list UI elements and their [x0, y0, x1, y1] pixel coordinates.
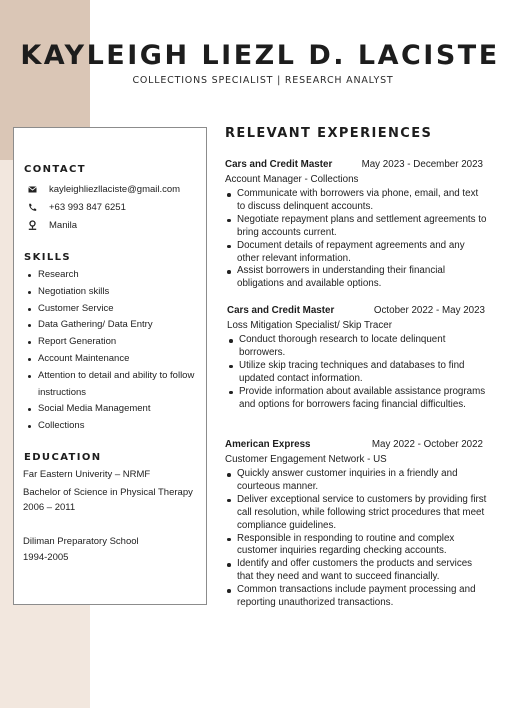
job-bullet-list: [225, 468, 487, 610]
job-dates: October 2022 - May 2023: [373, 305, 485, 316]
job-bullet: Deliver exceptional service to customers by providing first call resolution, while following strict procedures that meet compliance guidelines.: [225, 494, 487, 533]
job-role: Loss Mitigation Specialist/ Skip Tracer: [227, 320, 392, 331]
job-company: Cars and Credit Master: [225, 159, 333, 170]
education-years: 1994-2005: [23, 552, 69, 563]
contact-location-text: Manila: [49, 219, 77, 231]
skill-item: Data Gathering/ Data Entry: [24, 317, 202, 334]
job-dates: May 2022 - October 2022: [371, 439, 483, 450]
job-bullet: Assist borrowers in understanding their financial obligations and available options.: [225, 265, 487, 291]
job-bullet-list: [225, 188, 487, 291]
job-company: Cars and Credit Master: [227, 305, 335, 316]
job-bullet: Responsible in responding to routine and complex customer inquiries regarding checking accounts.: [225, 533, 487, 559]
education-school: Far Eastern Univerity – NRMF: [23, 469, 151, 480]
skills-list: [24, 267, 202, 435]
job-bullet: Conduct thorough research to locate delinquent borrowers.: [227, 334, 489, 360]
envelope-icon: [26, 183, 38, 195]
job-bullet: Utilize skip tracing techniques and databases to find updated contact information.: [227, 360, 489, 386]
skill-item: Collections: [24, 418, 202, 435]
candidate-name: KAYLEIGH LIEZL D. LACISTE: [20, 40, 500, 71]
contact-email: [26, 182, 180, 196]
job-bullet-list: [227, 334, 489, 411]
skill-item: Research: [24, 267, 202, 284]
education-degree: Bachelor of Science in Physical Therapy: [23, 487, 193, 498]
job-role: Account Manager - Collections: [225, 174, 359, 185]
skill-item: Account Maintenance: [24, 351, 202, 368]
skill-item: Social Media Management: [24, 401, 202, 418]
contact-location: [26, 218, 77, 232]
job-bullet: Quickly answer customer inquiries in a friendly and courteous manner.: [225, 468, 487, 494]
phone-icon: [26, 201, 38, 213]
job-dates: May 2023 - December 2023: [361, 159, 483, 170]
job-bullet: Provide information about available assistance programs and options for borrowers facing financial difficulties.: [227, 386, 489, 412]
job-bullet: Communicate with borrowers via phone, email, and text to discuss delinquent accounts.: [225, 188, 487, 214]
candidate-subtitle: COLLECTIONS SPECIALIST | RESEARCH ANALYST: [132, 75, 394, 86]
skill-item: Customer Service: [24, 301, 202, 318]
education-heading: EDUCATION: [24, 452, 102, 463]
job-bullet: Negotiate repayment plans and settlement agreements to bring accounts current.: [225, 214, 487, 240]
skills-heading: SKILLS: [24, 252, 72, 263]
job-company: American Express: [225, 439, 311, 450]
contact-email-text: kayleighliezllaciste@gmail.com: [49, 183, 181, 195]
job-role: Customer Engagement Network - US: [225, 454, 387, 465]
experience-heading: RELEVANT EXPERIENCES: [225, 126, 433, 141]
job-bullet: Identify and offer customers the products and services that they need and want to succeed financially.: [225, 558, 487, 584]
skill-item: Report Generation: [24, 334, 202, 351]
education-school: Diliman Preparatory School: [23, 536, 139, 547]
contact-phone: [26, 200, 126, 214]
skill-item: Attention to detail and ability to follow instructions: [24, 368, 202, 402]
location-pin-icon: [26, 219, 38, 231]
contact-heading: CONTACT: [24, 164, 86, 175]
contact-phone-text: +63 993 847 6251: [49, 201, 126, 213]
job-bullet: Common transactions include payment processing and reporting unauthorized transactions.: [225, 584, 487, 610]
education-years: 2006 – 2011: [23, 502, 76, 513]
sidebar-panel: [13, 127, 207, 605]
skill-item: Negotiation skills: [24, 284, 202, 301]
job-bullet: Document details of repayment agreements and any other relevant information.: [225, 240, 487, 266]
